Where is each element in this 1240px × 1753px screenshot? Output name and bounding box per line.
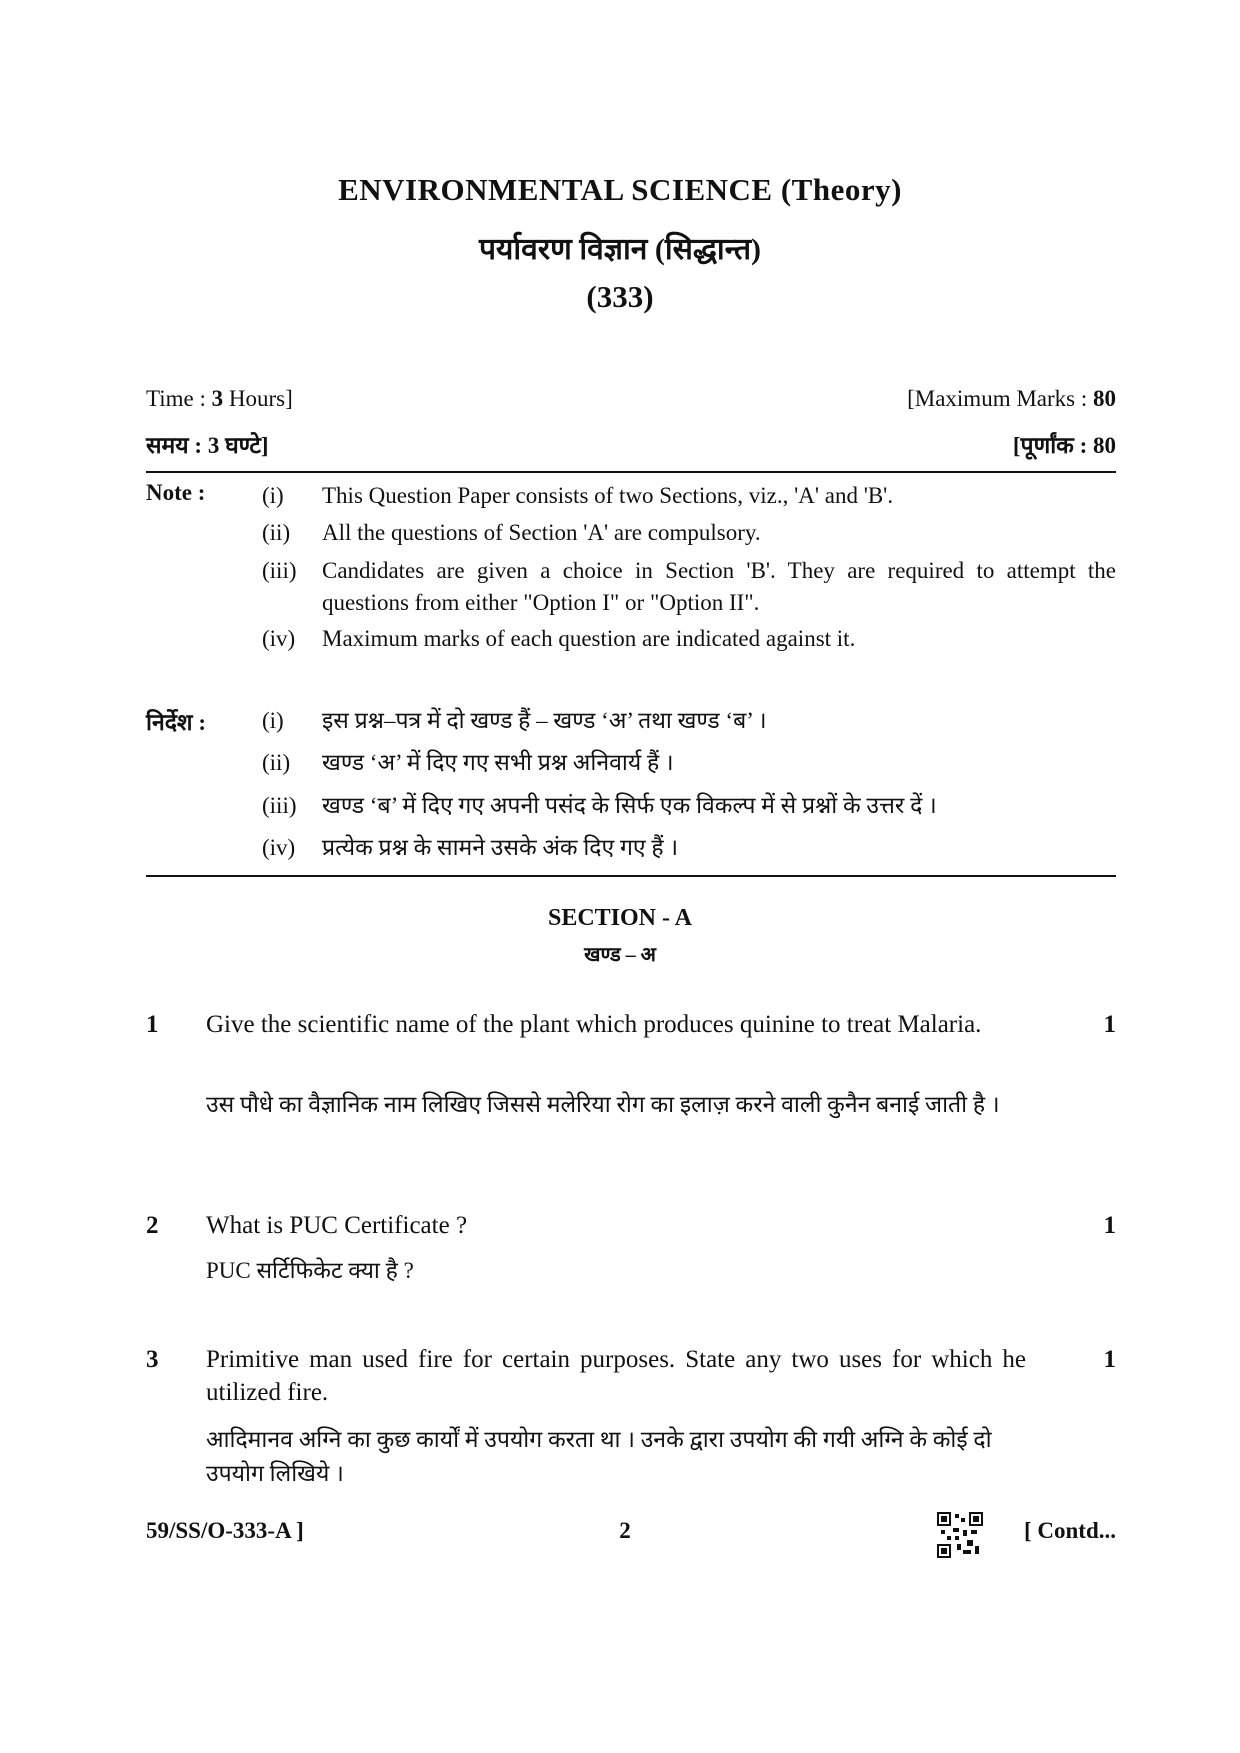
question-text-english: What is PUC Certificate ?: [206, 1212, 468, 1239]
note-text: Candidates are given a choice in Section 'B'. They are required to attempt the questions from either "Option I" or "Option II".: [322, 558, 1116, 615]
marks-hindi: [1013, 428, 1116, 460]
footer-paper-code: 59/SS/O-333-A ]: [146, 1518, 304, 1543]
time-value: 3: [211, 386, 224, 411]
section-title-english: SECTION - A: [547, 905, 693, 931]
qr-code-icon: [937, 1512, 983, 1558]
note-text: खण्ड ‘ब’ में दिए गए अपनी पसंद के सिर्फ एक विकल्प में से प्रश्नों के उत्तर दें ।: [322, 793, 937, 818]
note-text: Maximum marks of each question are indicated against it.: [322, 626, 856, 651]
marks-english: [907, 386, 1116, 412]
paper-subject-code: (333): [586, 279, 654, 314]
marks-value-hi: 80: [1093, 433, 1116, 458]
marks-value: 80: [1093, 386, 1116, 411]
note-number: (ii): [262, 520, 291, 545]
note-text: खण्ड ‘अ’ में दिए गए सभी प्रश्न अनिवार्य हैं ।: [322, 750, 674, 775]
note-text: All the questions of Section 'A' are compulsory.: [322, 520, 761, 545]
paper-title-english: ENVIRONMENTAL SCIENCE (Theory): [338, 172, 902, 207]
question-text-hindi: आदिमानव अग्नि का कुछ कार्यों में उपयोग करता था । उनके द्वारा उपयोग की गयी अग्नि के कोई दो उपयोग लिखिये ।: [206, 1427, 992, 1486]
note-number: (iv): [262, 626, 296, 651]
note-number: (i): [262, 708, 284, 733]
question-text-hindi: उस पौधे का वैज्ञानिक नाम लिखिए जिससे मलेरिया रोग का इलाज़ करने वाली कुनैन बनाई जाती है ।: [206, 1092, 1000, 1117]
note-number: (iii): [262, 558, 297, 583]
question-marks: 1: [1103, 1011, 1116, 1038]
note-text: इस प्रश्न–पत्र में दो खण्ड हैं – खण्ड ‘अ’ तथा खण्ड ‘ब’ ।: [322, 708, 767, 733]
time-value-hi: 3: [207, 433, 220, 458]
note-label-english: Note :: [146, 480, 206, 505]
footer-continued: [ Contd...: [1023, 1518, 1116, 1543]
note-text: प्रत्येक प्रश्न के सामने उसके अंक दिए गए हैं ।: [322, 835, 679, 860]
divider-bottom: [146, 875, 1116, 877]
question-number: 2: [146, 1212, 159, 1239]
paper-title-hindi: पर्यावरण विज्ञान (सिद्धान्त): [478, 233, 762, 266]
time-unit: Hours]: [223, 386, 293, 411]
question-text-english: Primitive man used fire for certain purposes. State any two uses for which he utilized fire.: [206, 1346, 1026, 1406]
time-label-hi: समय :: [146, 433, 208, 458]
question-text-english: Give the scientific name of the plant which produces quinine to treat Malaria.: [206, 1011, 982, 1038]
note-number: (i): [262, 483, 284, 508]
divider-top: [146, 471, 1116, 473]
note-text: This Question Paper consists of two Sections, viz., 'A' and 'B'.: [322, 483, 894, 508]
marks-label: [Maximum Marks :: [907, 386, 1093, 411]
time-english: [146, 386, 293, 412]
question-number: 3: [146, 1346, 159, 1373]
time-unit-hi: घण्टे]: [219, 433, 269, 458]
note-number: (iv): [262, 835, 296, 860]
marks-label-hi: [पूर्णांक :: [1012, 433, 1093, 458]
question-number: 1: [146, 1011, 159, 1038]
note-number: (iii): [262, 793, 297, 818]
question-marks: 1: [1103, 1212, 1116, 1239]
note-label-hindi: निर्देश :: [146, 710, 206, 735]
section-title-hindi: खण्ड – अ: [584, 944, 656, 966]
footer-page-number: 2: [619, 1518, 631, 1543]
note-number: (ii): [262, 750, 291, 775]
question-text-hindi: PUC सर्टिफिकेट क्या है ?: [206, 1258, 414, 1283]
question-marks: 1: [1103, 1346, 1116, 1373]
time-label: Time :: [146, 386, 212, 411]
time-hindi: [146, 428, 269, 460]
